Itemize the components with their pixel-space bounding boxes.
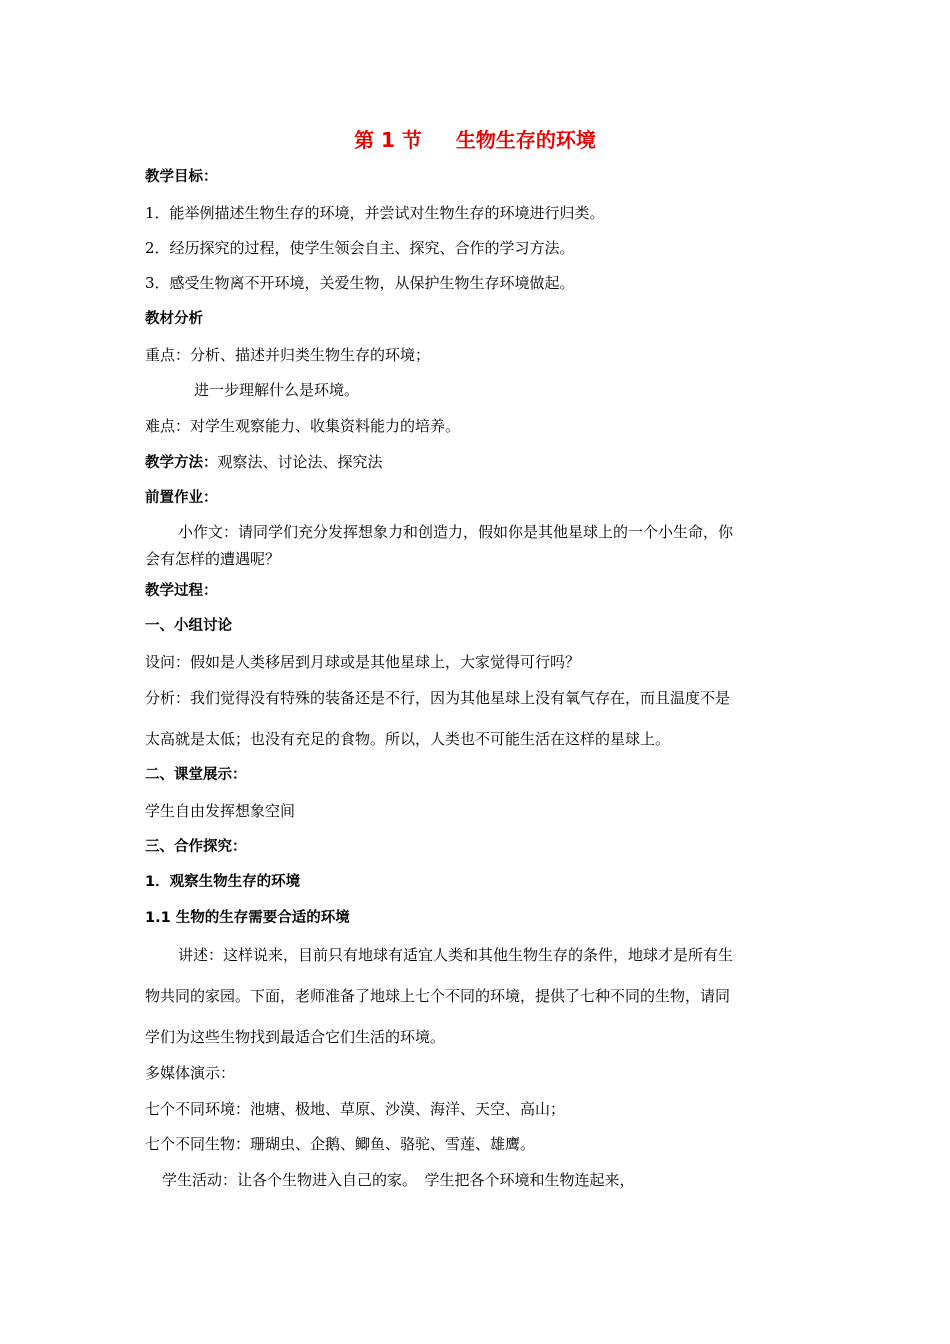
part1-heading: 一、小组讨论 — [145, 618, 232, 634]
material-analysis-heading: 教材分析 — [145, 311, 203, 327]
environments-list: 七个不同环境：池塘、极地、草原、沙漠、海洋、天空、高山； — [145, 1100, 566, 1118]
goal-item-1: 1．能举例描述生物生存的环境，并尝试对生物生存的环境进行归类。 — [145, 204, 605, 222]
part1-question: 设问：假如是人类移居到月球或是其他星球上，大家觉得可行吗？ — [145, 653, 581, 671]
key-point-1: 重点：分析、描述并归类生物生存的环境； — [145, 346, 431, 364]
pre-homework-line-2: 会有怎样的遭遇呢？ — [145, 550, 281, 568]
part1-analysis-2: 太高就是太低；也没有充足的食物。所以，人类也不可能生活在这样的星球上。 — [145, 730, 671, 748]
section-name: 生物生存的环境 — [455, 128, 596, 152]
narration-line-3: 学们为这些生物找到最适合它们生活的环境。 — [145, 1028, 446, 1046]
part3-sub1-1: 1.1 生物的生存需要合适的环境 — [145, 910, 350, 926]
pre-homework-heading: 前置作业： — [145, 490, 218, 506]
part3-sub1: 1．观察生物生存的环境 — [145, 874, 301, 890]
student-activity: 学生活动：让各个生物进入自己的家。 学生把各个环境和生物连起来， — [162, 1171, 635, 1189]
narration-line-2: 物共同的家园。下面，老师准备了地球上七个不同的环境，提供了七种不同的生物，请同 — [145, 987, 731, 1005]
part3-heading: 三、合作探究： — [145, 839, 247, 855]
organisms-list: 七个不同生物：珊瑚虫、企鹅、鲫鱼、骆驼、雪莲、雄鹰。 — [145, 1135, 536, 1153]
methods-value: 观察法、讨论法、探究法 — [217, 453, 383, 471]
teaching-methods — [145, 452, 810, 473]
narration-line-1: 讲述：这样说来，目前只有地球有适宜人类和其他生物生存的条件，地球才是所有生 — [178, 946, 734, 964]
part2-text: 学生自由发挥想象空间 — [145, 802, 296, 820]
multimedia-label: 多媒体演示： — [145, 1064, 236, 1082]
page-title — [0, 126, 950, 154]
methods-label: 教学方法： — [145, 455, 218, 471]
part1-analysis-1: 分析：我们觉得没有特殊的装备还是不行，因为其他星球上没有氧气存在，而且温度不是 — [145, 689, 731, 707]
part2-heading: 二、课堂展示： — [145, 767, 247, 783]
section-number: 第 1 节 — [354, 128, 422, 152]
goal-item-2: 2．经历探究的过程，使学生领会自主、探究、合作的学习方法。 — [145, 239, 575, 257]
pre-homework-line-1: 小作文：请同学们充分发挥想象力和创造力，假如你是其他星球上的一个小生命，你 — [178, 523, 734, 541]
goal-item-3: 3．感受生物离不开环境，关爱生物，从保护生物生存环境做起。 — [145, 274, 575, 292]
process-heading: 教学过程： — [145, 583, 218, 599]
difficulty: 难点：对学生观察能力、收集资料能力的培养。 — [145, 417, 461, 435]
teaching-goals-heading: 教学目标： — [145, 169, 218, 185]
key-point-2: 进一步理解什么是环境。 — [194, 381, 360, 399]
